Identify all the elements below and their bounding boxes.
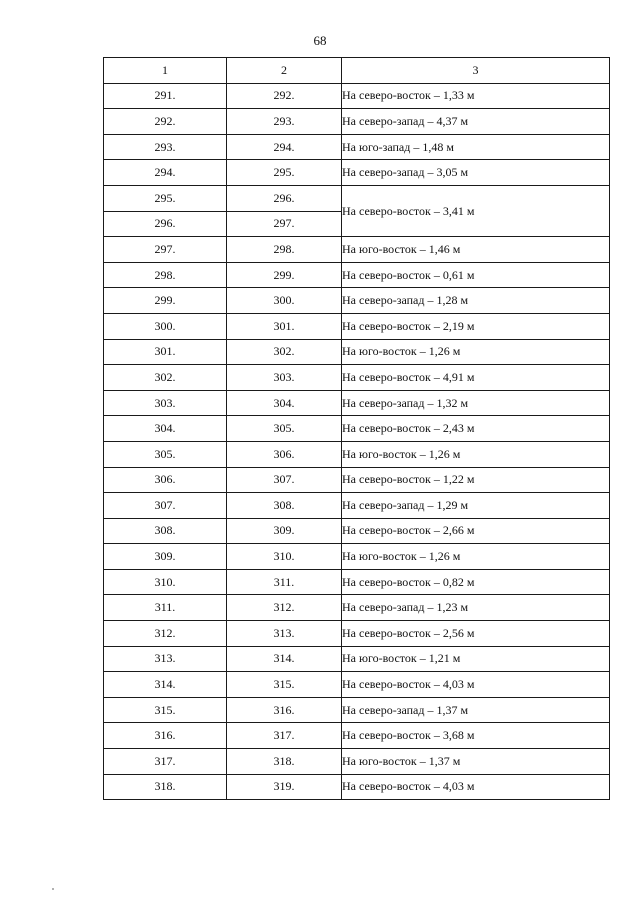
direction-distance-cell: На северо-восток – 1,33 м <box>342 83 610 109</box>
table-row <box>104 288 610 314</box>
direction-distance-cell: На северо-восток – 3,68 м <box>342 723 610 749</box>
point-from-cell: 291. <box>104 83 227 109</box>
point-to-cell: 298. <box>227 237 342 263</box>
direction-distance-cell: На северо-восток – 2,66 м <box>342 518 610 544</box>
table-row <box>104 749 610 775</box>
point-to-cell: 313. <box>227 621 342 647</box>
direction-distance-cell: На северо-запад – 3,05 м <box>342 160 610 186</box>
point-to-cell: 303. <box>227 365 342 391</box>
direction-distance-cell: На северо-запад – 1,28 м <box>342 288 610 314</box>
point-from-cell: 317. <box>104 749 227 775</box>
column-header-3: 3 <box>342 58 610 84</box>
table-row <box>104 621 610 647</box>
point-to-cell: 312. <box>227 595 342 621</box>
point-from-cell: 297. <box>104 237 227 263</box>
point-to-cell: 300. <box>227 288 342 314</box>
scan-artifact-dot <box>52 888 54 890</box>
direction-distance-cell: На северо-восток – 3,41 м <box>342 185 610 236</box>
point-to-cell: 319. <box>227 774 342 800</box>
table-row <box>104 339 610 365</box>
table-row <box>104 160 610 186</box>
point-from-cell: 309. <box>104 544 227 570</box>
point-from-cell: 301. <box>104 339 227 365</box>
direction-distance-cell: На юго-восток – 1,37 м <box>342 749 610 775</box>
point-from-cell: 305. <box>104 441 227 467</box>
direction-distance-cell: На северо-запад – 1,29 м <box>342 493 610 519</box>
direction-distance-cell: На северо-восток – 0,61 м <box>342 262 610 288</box>
table-row <box>104 262 610 288</box>
point-to-cell: 309. <box>227 518 342 544</box>
point-to-cell: 302. <box>227 339 342 365</box>
point-from-cell: 310. <box>104 569 227 595</box>
point-to-cell: 307. <box>227 467 342 493</box>
point-to-cell: 301. <box>227 313 342 339</box>
direction-distance-cell: На юго-запад – 1,48 м <box>342 134 610 160</box>
point-from-cell: 300. <box>104 313 227 339</box>
direction-distance-cell: На северо-восток – 4,03 м <box>342 774 610 800</box>
point-from-cell: 306. <box>104 467 227 493</box>
direction-distance-cell: На северо-восток – 4,03 м <box>342 672 610 698</box>
point-to-cell: 306. <box>227 441 342 467</box>
point-from-cell: 294. <box>104 160 227 186</box>
point-from-cell: 311. <box>104 595 227 621</box>
point-to-cell: 295. <box>227 160 342 186</box>
direction-distance-cell: На северо-запад – 1,32 м <box>342 390 610 416</box>
table-row <box>104 441 610 467</box>
column-header-2: 2 <box>227 58 342 84</box>
column-header-1: 1 <box>104 58 227 84</box>
point-from-cell: 313. <box>104 646 227 672</box>
point-to-cell: 294. <box>227 134 342 160</box>
point-from-cell: 295. <box>104 185 227 211</box>
table-row <box>104 672 610 698</box>
direction-distance-cell: На северо-восток – 0,82 м <box>342 569 610 595</box>
point-to-cell: 315. <box>227 672 342 698</box>
table-row <box>104 774 610 800</box>
point-from-cell: 315. <box>104 697 227 723</box>
point-to-cell: 308. <box>227 493 342 519</box>
table-row <box>104 467 610 493</box>
table-row <box>104 595 610 621</box>
table-row <box>104 416 610 442</box>
point-from-cell: 292. <box>104 109 227 135</box>
direction-distance-cell: На северо-восток – 1,22 м <box>342 467 610 493</box>
direction-distance-cell: На северо-восток – 2,56 м <box>342 621 610 647</box>
point-from-cell: 314. <box>104 672 227 698</box>
point-from-cell: 304. <box>104 416 227 442</box>
point-from-cell: 296. <box>104 211 227 237</box>
point-to-cell: 296. <box>227 185 342 211</box>
table-row <box>104 493 610 519</box>
point-to-cell: 304. <box>227 390 342 416</box>
table-body <box>104 83 610 800</box>
direction-distance-cell: На северо-восток – 4,91 м <box>342 365 610 391</box>
point-to-cell: 293. <box>227 109 342 135</box>
table-header-row <box>104 58 610 84</box>
table-row <box>104 646 610 672</box>
point-from-cell: 298. <box>104 262 227 288</box>
table-row <box>104 390 610 416</box>
direction-distance-cell: На юго-восток – 1,26 м <box>342 339 610 365</box>
point-to-cell: 292. <box>227 83 342 109</box>
table-row <box>104 134 610 160</box>
point-to-cell: 299. <box>227 262 342 288</box>
table-row <box>104 544 610 570</box>
table-row <box>104 697 610 723</box>
point-to-cell: 297. <box>227 211 342 237</box>
direction-distance-cell: На юго-восток – 1,46 м <box>342 237 610 263</box>
direction-distance-cell: На северо-восток – 2,19 м <box>342 313 610 339</box>
table-row <box>104 313 610 339</box>
direction-distance-cell: На северо-восток – 2,43 м <box>342 416 610 442</box>
point-from-cell: 299. <box>104 288 227 314</box>
point-from-cell: 307. <box>104 493 227 519</box>
table-row <box>104 185 610 211</box>
table-row <box>104 569 610 595</box>
table-row <box>104 518 610 544</box>
point-from-cell: 308. <box>104 518 227 544</box>
table-row <box>104 237 610 263</box>
table-row <box>104 365 610 391</box>
page-number: 68 <box>313 33 327 48</box>
point-from-cell: 303. <box>104 390 227 416</box>
point-to-cell: 311. <box>227 569 342 595</box>
point-to-cell: 314. <box>227 646 342 672</box>
direction-distance-cell: На юго-восток – 1,21 м <box>342 646 610 672</box>
direction-distance-cell: На северо-запад – 1,37 м <box>342 697 610 723</box>
table-row <box>104 83 610 109</box>
point-to-cell: 317. <box>227 723 342 749</box>
table-row <box>104 109 610 135</box>
point-from-cell: 312. <box>104 621 227 647</box>
point-to-cell: 318. <box>227 749 342 775</box>
point-to-cell: 310. <box>227 544 342 570</box>
direction-distance-cell: На юго-восток – 1,26 м <box>342 544 610 570</box>
point-to-cell: 316. <box>227 697 342 723</box>
table-row <box>104 723 610 749</box>
direction-distance-cell: На юго-восток – 1,26 м <box>342 441 610 467</box>
boundary-points-table <box>103 57 610 800</box>
point-from-cell: 302. <box>104 365 227 391</box>
point-from-cell: 293. <box>104 134 227 160</box>
point-from-cell: 316. <box>104 723 227 749</box>
point-to-cell: 305. <box>227 416 342 442</box>
point-from-cell: 318. <box>104 774 227 800</box>
direction-distance-cell: На северо-запад – 1,23 м <box>342 595 610 621</box>
direction-distance-cell: На северо-запад – 4,37 м <box>342 109 610 135</box>
